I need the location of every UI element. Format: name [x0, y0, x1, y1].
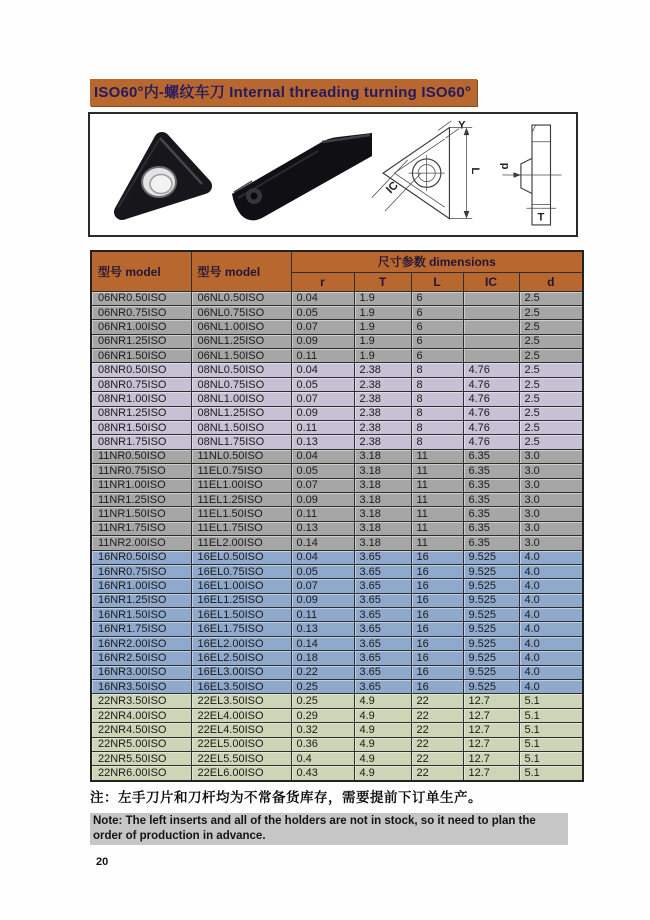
- page-number: 20: [96, 856, 109, 868]
- cell-r: 0.11: [291, 608, 354, 622]
- cell-l: 6: [411, 349, 463, 363]
- header-col-r: r: [291, 272, 354, 291]
- cell-model-nl: 16EL1.25ISO: [191, 593, 291, 607]
- cell-model-nl: 16EL0.50ISO: [191, 550, 291, 564]
- cell-l: 16: [411, 636, 463, 650]
- cell-d: 5.1: [519, 694, 583, 708]
- cell-d: 3.0: [519, 449, 583, 463]
- cell-d: 2.5: [519, 334, 583, 348]
- cell-model-nr: 22NR6.00ISO: [91, 766, 191, 781]
- cell-r: 0.09: [291, 406, 354, 420]
- cell-model-nr: 16NR3.50ISO: [91, 680, 191, 694]
- cell-r: 0.29: [291, 708, 354, 722]
- cell-t: 2.38: [354, 392, 411, 406]
- page-title: ISO60°内-螺纹车刀 Internal threading turning ISO60°: [90, 79, 477, 106]
- cell-t: 3.65: [354, 608, 411, 622]
- cell-model-nl: 16EL3.50ISO: [191, 680, 291, 694]
- cell-model-nr: 22NR4.00ISO: [91, 708, 191, 722]
- table-row: [91, 435, 583, 449]
- cell-ic: [463, 320, 519, 334]
- cell-t: 2.38: [354, 377, 411, 391]
- cell-model-nl: 16EL0.75ISO: [191, 564, 291, 578]
- cell-ic: 6.35: [463, 464, 519, 478]
- cell-model-nr: 11NR1.00ISO: [91, 478, 191, 492]
- table-row: [91, 421, 583, 435]
- table-header-row-1: [91, 251, 583, 272]
- cell-model-nl: 06NL0.50ISO: [191, 291, 291, 305]
- cell-model-nl: 11EL1.00ISO: [191, 478, 291, 492]
- cell-model-nl: 06NL1.25ISO: [191, 334, 291, 348]
- table-row: [91, 766, 583, 781]
- cell-model-nr: 16NR2.50ISO: [91, 651, 191, 665]
- cell-l: 22: [411, 752, 463, 766]
- cell-l: 11: [411, 449, 463, 463]
- cell-model-nl: 16EL3.00ISO: [191, 665, 291, 679]
- cell-model-nr: 08NR0.75ISO: [91, 377, 191, 391]
- cell-model-nr: 22NR4.50ISO: [91, 723, 191, 737]
- cell-ic: 12.7: [463, 737, 519, 751]
- cell-r: 0.05: [291, 564, 354, 578]
- note-english: Note: The left inserts and all of the holders are not in stock, so it need to plan the order of production in advance.: [90, 813, 568, 845]
- cell-ic: 12.7: [463, 766, 519, 781]
- cell-t: 3.65: [354, 680, 411, 694]
- cell-ic: 6.35: [463, 449, 519, 463]
- table-row: [91, 406, 583, 420]
- cell-ic: 9.525: [463, 651, 519, 665]
- cell-l: 16: [411, 593, 463, 607]
- cell-ic: 9.525: [463, 564, 519, 578]
- cell-ic: 6.35: [463, 507, 519, 521]
- table-row: [91, 377, 583, 391]
- cell-model-nl: 22EL4.50ISO: [191, 723, 291, 737]
- cell-model-nl: 08NL1.50ISO: [191, 421, 291, 435]
- cell-l: 8: [411, 421, 463, 435]
- cell-t: 3.65: [354, 564, 411, 578]
- cell-model-nl: 08NL1.75ISO: [191, 435, 291, 449]
- table-row: [91, 392, 583, 406]
- cell-model-nr: 22NR5.00ISO: [91, 737, 191, 751]
- table-row: [91, 521, 583, 535]
- table-row: [91, 449, 583, 463]
- cell-ic: 12.7: [463, 752, 519, 766]
- cell-ic: 4.76: [463, 406, 519, 420]
- cell-d: 3.0: [519, 536, 583, 550]
- cell-r: 0.09: [291, 492, 354, 506]
- cell-model-nl: 22EL4.00ISO: [191, 708, 291, 722]
- cell-r: 0.11: [291, 349, 354, 363]
- table-row: [91, 665, 583, 679]
- spec-table-body: [91, 291, 583, 781]
- cell-model-nl: 08NL1.00ISO: [191, 392, 291, 406]
- cell-t: 3.18: [354, 449, 411, 463]
- cell-l: 11: [411, 536, 463, 550]
- cell-t: 4.9: [354, 752, 411, 766]
- cell-model-nl: 11NL0.50ISO: [191, 449, 291, 463]
- cell-ic: 6.35: [463, 536, 519, 550]
- cell-t: 3.65: [354, 622, 411, 636]
- cell-l: 22: [411, 766, 463, 781]
- cell-model-nr: 08NR1.00ISO: [91, 392, 191, 406]
- cell-d: 5.1: [519, 737, 583, 751]
- cell-model-nl: 22EL3.50ISO: [191, 694, 291, 708]
- cell-ic: [463, 334, 519, 348]
- table-row: [91, 622, 583, 636]
- cell-model-nr: 16NR3.00ISO: [91, 665, 191, 679]
- spec-table: [90, 250, 584, 782]
- cell-ic: 4.76: [463, 435, 519, 449]
- table-row: [91, 608, 583, 622]
- header-col-d: d: [519, 272, 583, 291]
- cell-t: 4.9: [354, 737, 411, 751]
- product-image-panel: [88, 112, 578, 237]
- cell-t: 3.65: [354, 593, 411, 607]
- table-row: [91, 636, 583, 650]
- cell-l: 16: [411, 550, 463, 564]
- cell-d: 4.0: [519, 622, 583, 636]
- cell-r: 0.05: [291, 305, 354, 319]
- cell-model-nr: 11NR1.25ISO: [91, 492, 191, 506]
- cell-model-nr: 11NR1.75ISO: [91, 521, 191, 535]
- cell-r: 0.05: [291, 464, 354, 478]
- cell-d: 4.0: [519, 579, 583, 593]
- cell-ic: 4.76: [463, 363, 519, 377]
- cell-model-nr: 08NR1.50ISO: [91, 421, 191, 435]
- cell-ic: 4.76: [463, 392, 519, 406]
- cell-t: 1.9: [354, 305, 411, 319]
- cell-l: 16: [411, 622, 463, 636]
- cell-l: 6: [411, 320, 463, 334]
- cell-model-nr: 06NR1.50ISO: [91, 349, 191, 363]
- cell-ic: 6.35: [463, 521, 519, 535]
- cell-t: 1.9: [354, 291, 411, 305]
- header-col-t: T: [354, 272, 411, 291]
- front-view-drawing: [366, 116, 494, 234]
- cell-model-nl: 08NL1.25ISO: [191, 406, 291, 420]
- cell-l: 11: [411, 507, 463, 521]
- cell-r: 0.4: [291, 752, 354, 766]
- cell-r: 0.32: [291, 723, 354, 737]
- cell-t: 3.18: [354, 478, 411, 492]
- cell-model-nr: 11NR2.00ISO: [91, 536, 191, 550]
- cell-t: 1.9: [354, 320, 411, 334]
- cell-model-nl: 08NL0.75ISO: [191, 377, 291, 391]
- table-row: [91, 694, 583, 708]
- note-chinese: 注：左手刀片和刀杆均为不常备货库存，需要提前下订单生产。: [90, 790, 482, 805]
- cell-model-nl: 16EL2.50ISO: [191, 651, 291, 665]
- cell-ic: 9.525: [463, 579, 519, 593]
- table-row: [91, 507, 583, 521]
- cell-model-nr: 11NR0.75ISO: [91, 464, 191, 478]
- holder-photo: [222, 126, 374, 224]
- dim-label-d: d: [498, 162, 511, 170]
- table-row: [91, 564, 583, 578]
- cell-l: 11: [411, 464, 463, 478]
- cell-model-nr: 22NR3.50ISO: [91, 694, 191, 708]
- cell-model-nl: 08NL0.50ISO: [191, 363, 291, 377]
- cell-t: 4.9: [354, 723, 411, 737]
- cell-model-nr: 06NR1.25ISO: [91, 334, 191, 348]
- side-view-drawing: [495, 118, 569, 232]
- cell-r: 0.04: [291, 550, 354, 564]
- cell-r: 0.09: [291, 334, 354, 348]
- cell-ic: 12.7: [463, 723, 519, 737]
- cell-model-nl: 16EL1.50ISO: [191, 608, 291, 622]
- cell-l: 16: [411, 651, 463, 665]
- table-row: [91, 320, 583, 334]
- cell-d: 4.0: [519, 636, 583, 650]
- cell-l: 11: [411, 478, 463, 492]
- cell-r: 0.43: [291, 766, 354, 781]
- cell-model-nl: 11EL2.00ISO: [191, 536, 291, 550]
- cell-t: 3.18: [354, 492, 411, 506]
- cell-model-nr: 08NR0.50ISO: [91, 363, 191, 377]
- header-col-l: L: [411, 272, 463, 291]
- cell-r: 0.13: [291, 521, 354, 535]
- table-row: [91, 708, 583, 722]
- cell-d: 5.1: [519, 766, 583, 781]
- cell-model-nl: 16EL1.75ISO: [191, 622, 291, 636]
- cell-r: 0.25: [291, 680, 354, 694]
- cell-t: 3.65: [354, 550, 411, 564]
- table-row: [91, 334, 583, 348]
- cell-t: 3.18: [354, 464, 411, 478]
- cell-model-nr: 16NR1.00ISO: [91, 579, 191, 593]
- cell-t: 3.18: [354, 536, 411, 550]
- table-row: [91, 550, 583, 564]
- cell-model-nr: 22NR5.50ISO: [91, 752, 191, 766]
- cell-model-nr: 16NR1.25ISO: [91, 593, 191, 607]
- cell-t: 2.38: [354, 363, 411, 377]
- cell-r: 0.04: [291, 449, 354, 463]
- cell-l: 11: [411, 492, 463, 506]
- cell-model-nl: 06NL1.00ISO: [191, 320, 291, 334]
- cell-d: 4.0: [519, 665, 583, 679]
- cell-d: 2.5: [519, 406, 583, 420]
- cell-ic: 4.76: [463, 421, 519, 435]
- cell-model-nr: 06NR0.75ISO: [91, 305, 191, 319]
- cell-d: 3.0: [519, 464, 583, 478]
- cell-r: 0.14: [291, 636, 354, 650]
- cell-model-nr: 06NR1.00ISO: [91, 320, 191, 334]
- cell-d: 2.5: [519, 291, 583, 305]
- cell-t: 3.18: [354, 521, 411, 535]
- cell-ic: 9.525: [463, 550, 519, 564]
- cell-l: 8: [411, 435, 463, 449]
- cell-l: 6: [411, 334, 463, 348]
- cell-r: 0.13: [291, 622, 354, 636]
- cell-l: 22: [411, 737, 463, 751]
- cell-model-nl: 11EL1.75ISO: [191, 521, 291, 535]
- cell-r: 0.09: [291, 593, 354, 607]
- header-dimensions: 尺寸参数 dimensions: [291, 251, 583, 272]
- cell-ic: [463, 305, 519, 319]
- cell-ic: 12.7: [463, 694, 519, 708]
- cell-d: 4.0: [519, 550, 583, 564]
- cell-r: 0.04: [291, 363, 354, 377]
- table-row: [91, 680, 583, 694]
- cell-d: 5.1: [519, 708, 583, 722]
- cell-d: 2.5: [519, 349, 583, 363]
- cell-d: 4.0: [519, 608, 583, 622]
- cell-r: 0.18: [291, 651, 354, 665]
- cell-ic: 9.525: [463, 636, 519, 650]
- cell-t: 3.18: [354, 507, 411, 521]
- header-model-right-hand: 型号 model: [91, 251, 191, 291]
- cell-l: 8: [411, 406, 463, 420]
- cell-r: 0.07: [291, 478, 354, 492]
- insert-photo: [102, 128, 216, 226]
- cell-l: 22: [411, 708, 463, 722]
- cell-model-nr: 16NR1.75ISO: [91, 622, 191, 636]
- table-row: [91, 593, 583, 607]
- cell-t: 2.38: [354, 406, 411, 420]
- table-row: [91, 291, 583, 305]
- cell-d: 4.0: [519, 564, 583, 578]
- cell-d: 5.1: [519, 752, 583, 766]
- cell-ic: [463, 291, 519, 305]
- cell-d: 2.5: [519, 320, 583, 334]
- header-model-left-hand: 型号 model: [191, 251, 291, 291]
- table-row: [91, 536, 583, 550]
- cell-r: 0.25: [291, 694, 354, 708]
- table-row: [91, 651, 583, 665]
- cell-model-nl: 22EL5.50ISO: [191, 752, 291, 766]
- table-row: [91, 752, 583, 766]
- cell-d: 2.5: [519, 421, 583, 435]
- cell-d: 4.0: [519, 680, 583, 694]
- cell-ic: 9.525: [463, 680, 519, 694]
- cell-l: 11: [411, 521, 463, 535]
- cell-r: 0.36: [291, 737, 354, 751]
- cell-t: 4.9: [354, 708, 411, 722]
- cell-l: 22: [411, 694, 463, 708]
- cell-l: 16: [411, 564, 463, 578]
- header-col-ic: IC: [463, 272, 519, 291]
- cell-model-nr: 16NR2.00ISO: [91, 636, 191, 650]
- cell-r: 0.11: [291, 507, 354, 521]
- cell-model-nr: 08NR1.25ISO: [91, 406, 191, 420]
- dim-label-y: Y: [457, 119, 466, 132]
- cell-model-nr: 06NR0.50ISO: [91, 291, 191, 305]
- cell-ic: [463, 349, 519, 363]
- cell-t: 2.38: [354, 421, 411, 435]
- cell-d: 2.5: [519, 363, 583, 377]
- cell-model-nl: 11EL0.75ISO: [191, 464, 291, 478]
- cell-d: 2.5: [519, 392, 583, 406]
- cell-ic: 9.525: [463, 593, 519, 607]
- dim-label-l: L: [469, 167, 482, 175]
- cell-model-nl: 22EL6.00ISO: [191, 766, 291, 781]
- cell-r: 0.07: [291, 392, 354, 406]
- cell-r: 0.11: [291, 421, 354, 435]
- cell-ic: 9.525: [463, 622, 519, 636]
- cell-l: 16: [411, 680, 463, 694]
- cell-ic: 9.525: [463, 608, 519, 622]
- cell-ic: 9.525: [463, 665, 519, 679]
- cell-model-nr: 16NR0.75ISO: [91, 564, 191, 578]
- cell-r: 0.07: [291, 579, 354, 593]
- cell-r: 0.13: [291, 435, 354, 449]
- cell-model-nr: 11NR1.50ISO: [91, 507, 191, 521]
- cell-r: 0.05: [291, 377, 354, 391]
- table-row: [91, 464, 583, 478]
- cell-l: 6: [411, 305, 463, 319]
- cell-t: 4.9: [354, 694, 411, 708]
- cell-l: 8: [411, 377, 463, 391]
- cell-ic: 6.35: [463, 478, 519, 492]
- cell-t: 3.65: [354, 636, 411, 650]
- table-row: [91, 723, 583, 737]
- cell-d: 2.5: [519, 435, 583, 449]
- cell-l: 22: [411, 723, 463, 737]
- cell-l: 16: [411, 608, 463, 622]
- cell-t: 1.9: [354, 334, 411, 348]
- cell-model-nl: 16EL1.00ISO: [191, 579, 291, 593]
- cell-t: 4.9: [354, 766, 411, 781]
- cell-ic: 4.76: [463, 377, 519, 391]
- cell-d: 2.5: [519, 305, 583, 319]
- cell-ic: 12.7: [463, 708, 519, 722]
- cell-d: 4.0: [519, 593, 583, 607]
- cell-model-nr: 11NR0.50ISO: [91, 449, 191, 463]
- cell-l: 16: [411, 665, 463, 679]
- cell-l: 8: [411, 363, 463, 377]
- cell-t: 1.9: [354, 349, 411, 363]
- cell-r: 0.14: [291, 536, 354, 550]
- cell-ic: 6.35: [463, 492, 519, 506]
- cell-t: 2.38: [354, 435, 411, 449]
- table-row: [91, 579, 583, 593]
- cell-l: 8: [411, 392, 463, 406]
- cell-d: 5.1: [519, 723, 583, 737]
- cell-model-nl: 11EL1.50ISO: [191, 507, 291, 521]
- table-row: [91, 363, 583, 377]
- cell-l: 16: [411, 579, 463, 593]
- cell-d: 3.0: [519, 478, 583, 492]
- table-row: [91, 349, 583, 363]
- cell-l: 6: [411, 291, 463, 305]
- cell-model-nl: 22EL5.00ISO: [191, 737, 291, 751]
- cell-d: 3.0: [519, 507, 583, 521]
- table-row: [91, 305, 583, 319]
- cell-model-nl: 06NL0.75ISO: [191, 305, 291, 319]
- table-row: [91, 492, 583, 506]
- cell-r: 0.22: [291, 665, 354, 679]
- cell-model-nl: 06NL1.50ISO: [191, 349, 291, 363]
- cell-r: 0.07: [291, 320, 354, 334]
- cell-d: 3.0: [519, 492, 583, 506]
- cell-t: 3.65: [354, 665, 411, 679]
- cell-t: 3.65: [354, 579, 411, 593]
- cell-model-nr: 08NR1.75ISO: [91, 435, 191, 449]
- cell-t: 3.65: [354, 651, 411, 665]
- table-row: [91, 737, 583, 751]
- dim-label-t: T: [537, 211, 545, 224]
- dim-label-ic: IC: [384, 179, 401, 197]
- cell-model-nr: 16NR1.50ISO: [91, 608, 191, 622]
- cell-model-nr: 16NR0.50ISO: [91, 550, 191, 564]
- cell-model-nl: 16EL2.00ISO: [191, 636, 291, 650]
- cell-r: 0.04: [291, 291, 354, 305]
- cell-model-nl: 11EL1.25ISO: [191, 492, 291, 506]
- cell-d: 2.5: [519, 377, 583, 391]
- cell-d: 4.0: [519, 651, 583, 665]
- table-row: [91, 478, 583, 492]
- cell-d: 3.0: [519, 521, 583, 535]
